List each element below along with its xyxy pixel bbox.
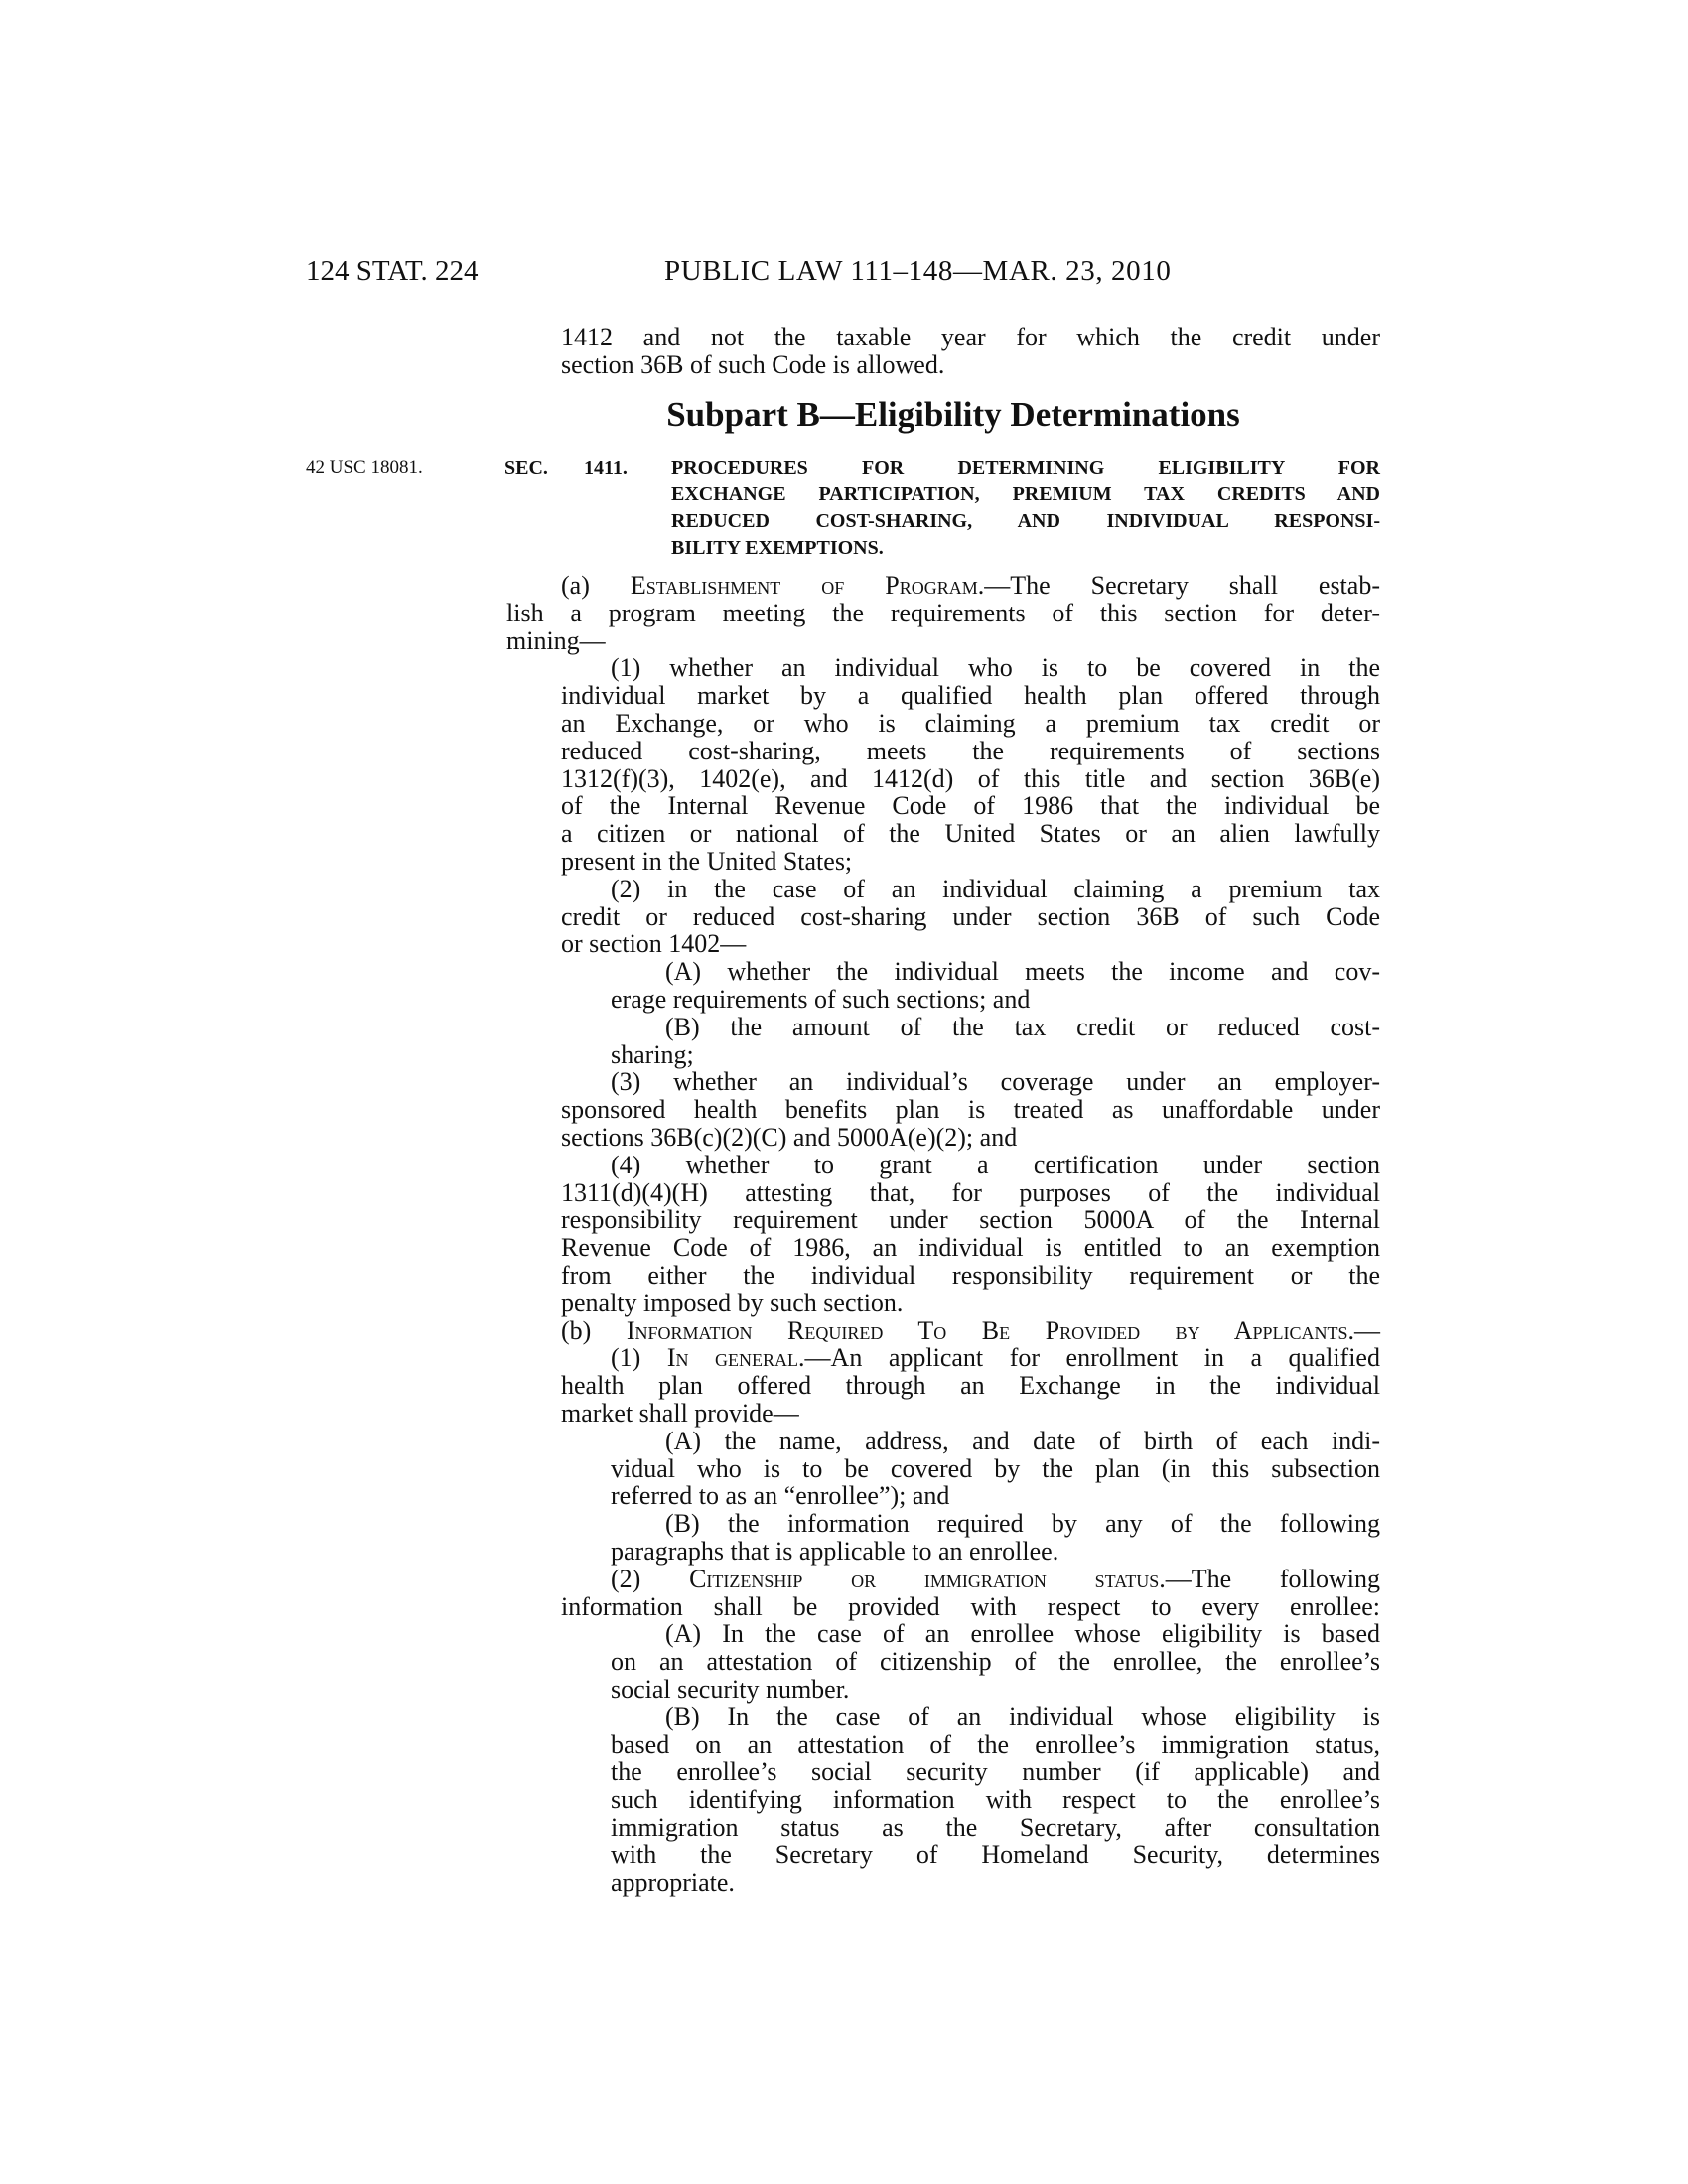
text-line: sections 36B(c)(2)(C) and 5000A(e)(2); and: [561, 1123, 1018, 1152]
text-line: [611, 1344, 1380, 1372]
text-line: lish a program meeting the requirements of this section for deter-: [506, 598, 1380, 627]
text-segment: (1): [611, 1343, 667, 1373]
text-line: Revenue Code of 1986, an individual is entitled to an exemption: [561, 1233, 1380, 1263]
text-line: appropriate.: [611, 1867, 735, 1897]
text-line: referred to as an “enrollee”); and: [611, 1481, 950, 1511]
text-line: from either the individual responsibility requirement or the: [561, 1261, 1380, 1290]
section-title-line: REDUCED COST-SHARING, AND INDIVIDUAL RESPONSI-: [671, 510, 1380, 532]
text-line: penalty imposed by such section.: [561, 1288, 904, 1317]
text-line: an Exchange, or who is claiming a premium tax credit or: [561, 709, 1380, 738]
section-number: 1411.: [584, 457, 628, 478]
text-line: a citizen or national of the United States or an alien lawfully: [561, 819, 1380, 849]
text-line: credit or reduced cost-sharing under section 36B of such Code: [561, 901, 1380, 931]
section-title-line: BILITY EXEMPTIONS.: [671, 537, 884, 559]
text-line: (A) In the case of an enrollee whose eligibility is based: [665, 1619, 1380, 1649]
section-title-line: EXCHANGE PARTICIPATION, PREMIUM TAX CREDITS AND: [671, 483, 1380, 505]
text-line: [611, 1566, 1380, 1593]
running-header-title: PUBLIC LAW 111–148—MAR. 23, 2010: [664, 255, 1172, 287]
text-line: 1312(f)(3), 1402(e), and 1412(d) of this title and section 36B(e): [561, 763, 1380, 793]
text-line: (2) in the case of an individual claiming a premium tax: [611, 874, 1380, 903]
text-segment: —An applicant for enrollment in a qualified: [804, 1343, 1380, 1373]
text-segment: (2): [611, 1564, 690, 1593]
text-line: of the Internal Revenue Code of 1986 that the individual be: [561, 791, 1380, 821]
text-line: such identifying information with respect to the enrollee’s: [611, 1785, 1380, 1815]
text-line: present in the United States;: [561, 847, 853, 876]
subsection-heading: Information Required To Be Provided by Applicants.: [626, 1315, 1354, 1345]
text-line: 1311(d)(4)(H) attesting that, for purposes of the individual: [561, 1177, 1380, 1207]
text-segment: (b): [561, 1315, 627, 1345]
text-line: health plan offered through an Exchange in the individual: [561, 1371, 1380, 1401]
text-line: sponsored health benefits plan is treated as unaffordable under: [561, 1095, 1380, 1125]
text-line: mining—: [506, 625, 606, 655]
text-line: reduced cost-sharing, meets the requirements of sections: [561, 736, 1380, 765]
subsection-heading: Establishment of Program.: [630, 571, 985, 600]
text-line: section 36B of such Code is allowed.: [561, 349, 945, 379]
text-line: (A) the name, address, and date of birth of each indi-: [665, 1426, 1380, 1455]
page-stat-number: 124 STAT. 224: [306, 255, 479, 287]
text-line: with the Secretary of Homeland Security, determines: [611, 1840, 1380, 1869]
text-line: responsibility requirement under section 5000A of the Internal: [561, 1205, 1380, 1235]
text-line: (1) whether an individual who is to be covered in the: [611, 653, 1380, 683]
text-line: [561, 1317, 1380, 1345]
text-segment: —The following: [1165, 1564, 1381, 1593]
text-line: (A) whether the individual meets the income and cov-: [665, 957, 1380, 987]
text-line: (4) whether to grant a certification under section: [611, 1150, 1380, 1179]
text-line: market shall provide—: [561, 1399, 799, 1428]
text-line: immigration status as the Secretary, after consultation: [611, 1813, 1380, 1842]
subsection-heading: In general.: [666, 1343, 805, 1373]
text-line: sharing;: [611, 1039, 694, 1069]
margin-citation-note: 42 USC 18081.: [306, 457, 423, 478]
text-line: the enrollee’s social security number (if applicable) and: [611, 1757, 1380, 1787]
text-line: paragraphs that is applicable to an enrollee.: [611, 1537, 1059, 1566]
subpart-heading: Subpart B—Eligibility Determinations: [666, 395, 1240, 434]
text-line: erage requirements of such sections; and: [611, 985, 1031, 1014]
text-line: or section 1402—: [561, 929, 747, 959]
text-line: (B) In the case of an individual whose eligibility is: [665, 1702, 1380, 1731]
text-segment: (a): [561, 571, 631, 600]
text-line: [561, 572, 1380, 600]
text-segment: —: [1354, 1315, 1380, 1345]
text-line: individual market by a qualified health plan offered through: [561, 681, 1380, 711]
text-line: based on an attestation of the enrollee’s immigration status,: [611, 1729, 1380, 1759]
text-segment: —The Secretary shall estab-: [984, 571, 1380, 600]
text-line: 1412 and not the taxable year for which the credit under: [561, 323, 1380, 351]
text-line: information shall be provided with respect to every enrollee:: [561, 1591, 1380, 1621]
text-line: vidual who is to be covered by the plan (in this subsection: [611, 1453, 1380, 1483]
text-line: (B) the information required by any of the following: [665, 1509, 1380, 1539]
section-title-line: PROCEDURES FOR DETERMINING ELIGIBILITY FOR: [671, 457, 1380, 478]
text-line: (3) whether an individual’s coverage under an employer-: [611, 1067, 1380, 1097]
text-line: social security number.: [611, 1675, 850, 1704]
subsection-heading: Citizenship or immigration status.: [689, 1564, 1166, 1593]
text-line: (B) the amount of the tax credit or reduced cost-: [665, 1012, 1380, 1041]
section-label: SEC.: [504, 457, 548, 478]
text-line: on an attestation of citizenship of the enrollee, the enrollee’s: [611, 1647, 1380, 1677]
